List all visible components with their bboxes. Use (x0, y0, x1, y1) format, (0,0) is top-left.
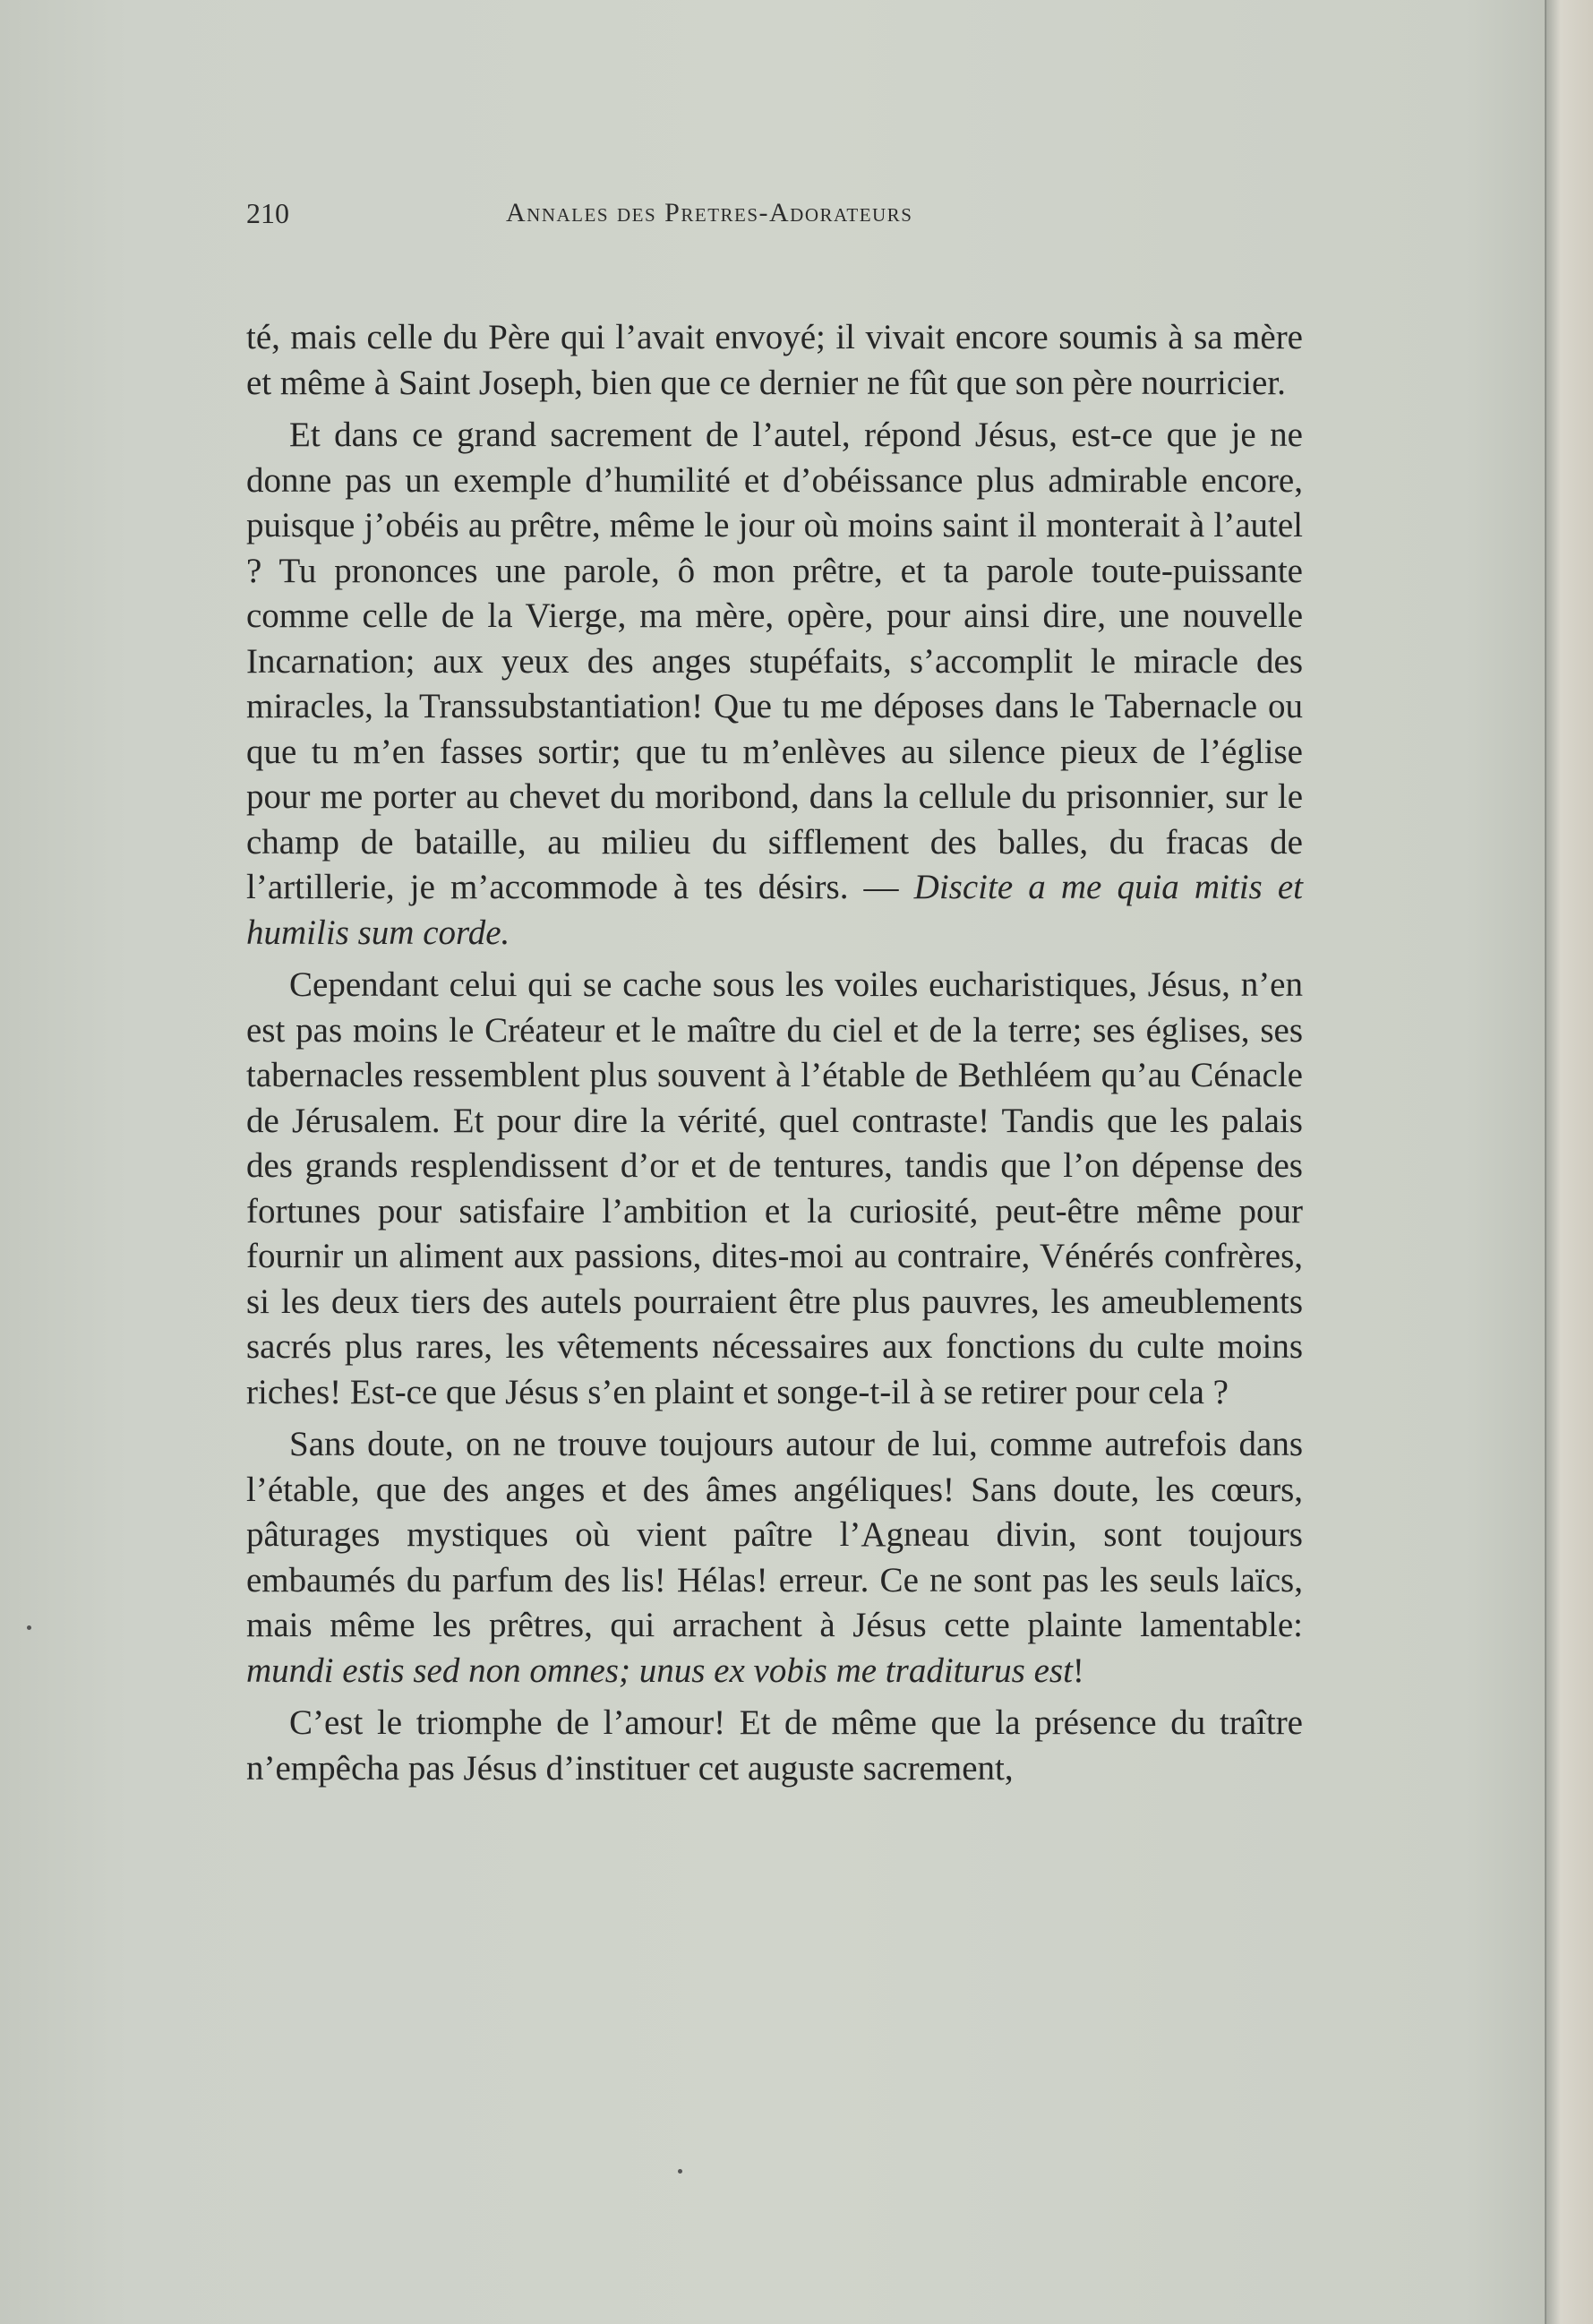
page-header (246, 190, 1303, 236)
latin-quote: Discite a me quia mitis et humilis sum corde. (246, 868, 1303, 952)
paper-speck (27, 1625, 31, 1630)
page-edge (1545, 0, 1593, 2324)
body-text (246, 315, 1303, 1798)
paragraph-2: Et dans ce grand sacrement de l’autel, répond Jésus, est-ce que je ne donne pas un exemple d’humilité et d’obéissance plus admirable encore, puisque j’obéis au prêtre, même le jour où moins saint il monterait à l’autel ? Tu prononces une parole, ô mon prêtre, et ta parole toute-puissante comme celle de la Vierge, ma mère, opère, pour ainsi dire, une nouvelle Incarnation; aux yeux des anges stupéfaits, s’accomplit le miracle des miracles, la Transsubstantiation! Que tu me déposes dans le Tabernacle ou que tu m’en fasses sortir; que tu m’enlèves au silence pieux de l’église pour me porter au chevet du moribond, dans la cellule du prisonnier, sur le champ de bataille, au milieu du sifflement des balles, du fracas de l’artillerie, je m’accommode à tes désirs. — Discite a me quia mitis et humilis sum corde. (246, 416, 1303, 952)
latin-quote: mundi estis sed non omnes; unus ex vobis me traditurus est (246, 1651, 1073, 1690)
running-title: Annales des Pretres-Adorateurs (506, 198, 913, 227)
paragraph-3: Cependant celui qui se cache sous les voiles eucharistiques, Jésus, n’en est pas moins le Créateur et le maître du ciel et de la terre; ses églises, ses tabernacles ressemblent plus souvent à l’étable de Bethléem qu’au Cénacle de Jérusalem. Et pour dire la vérité, quel contraste! Tandis que les palais des grands resplendissent d’or et de tentures, tandis que l’on dépense des fortunes pour satisfaire l’ambition et la curiosité, peut-être même pour fournir un aliment aux passions, dites-moi au contraire, Vénérés confrères, si les deux tiers des autels pourraient être plus pauvres, les ameublements sacrés plus rares, les vêtements nécessaires aux fonctions du culte moins riches! Est-ce que Jésus s’en plaint et songe-t-il à se retirer pour cela ? (246, 965, 1303, 1411)
paragraph-1: té, mais celle du Père qui l’avait envoyé; il vivait encore soumis à sa mère et même à Saint Joseph, bien que ce dernier ne fût que son père nourricier. (246, 318, 1303, 402)
page-number: 210 (246, 197, 289, 229)
paragraph-4: Sans doute, on ne trouve toujours autour de lui, comme autrefois dans l’étable, que des anges et des âmes angéliques! Sans doute, les cœurs, pâturages mystiques où vient paître l’Agneau divin, sont toujours embaumés du parfum des lis! Hélas! erreur. Ce ne sont pas les seuls laïcs, mais même les prêtres, qui arrachent à Jésus cette plainte lamentable: mundi estis sed non omnes; unus ex vobis me traditurus est! (246, 1425, 1303, 1690)
paragraph-5: C’est le triomphe de l’amour! Et de même que la présence du traître n’empêcha pas Jésus d’instituer cet auguste sacrement, (246, 1703, 1303, 1788)
paper-speck (678, 2169, 682, 2174)
